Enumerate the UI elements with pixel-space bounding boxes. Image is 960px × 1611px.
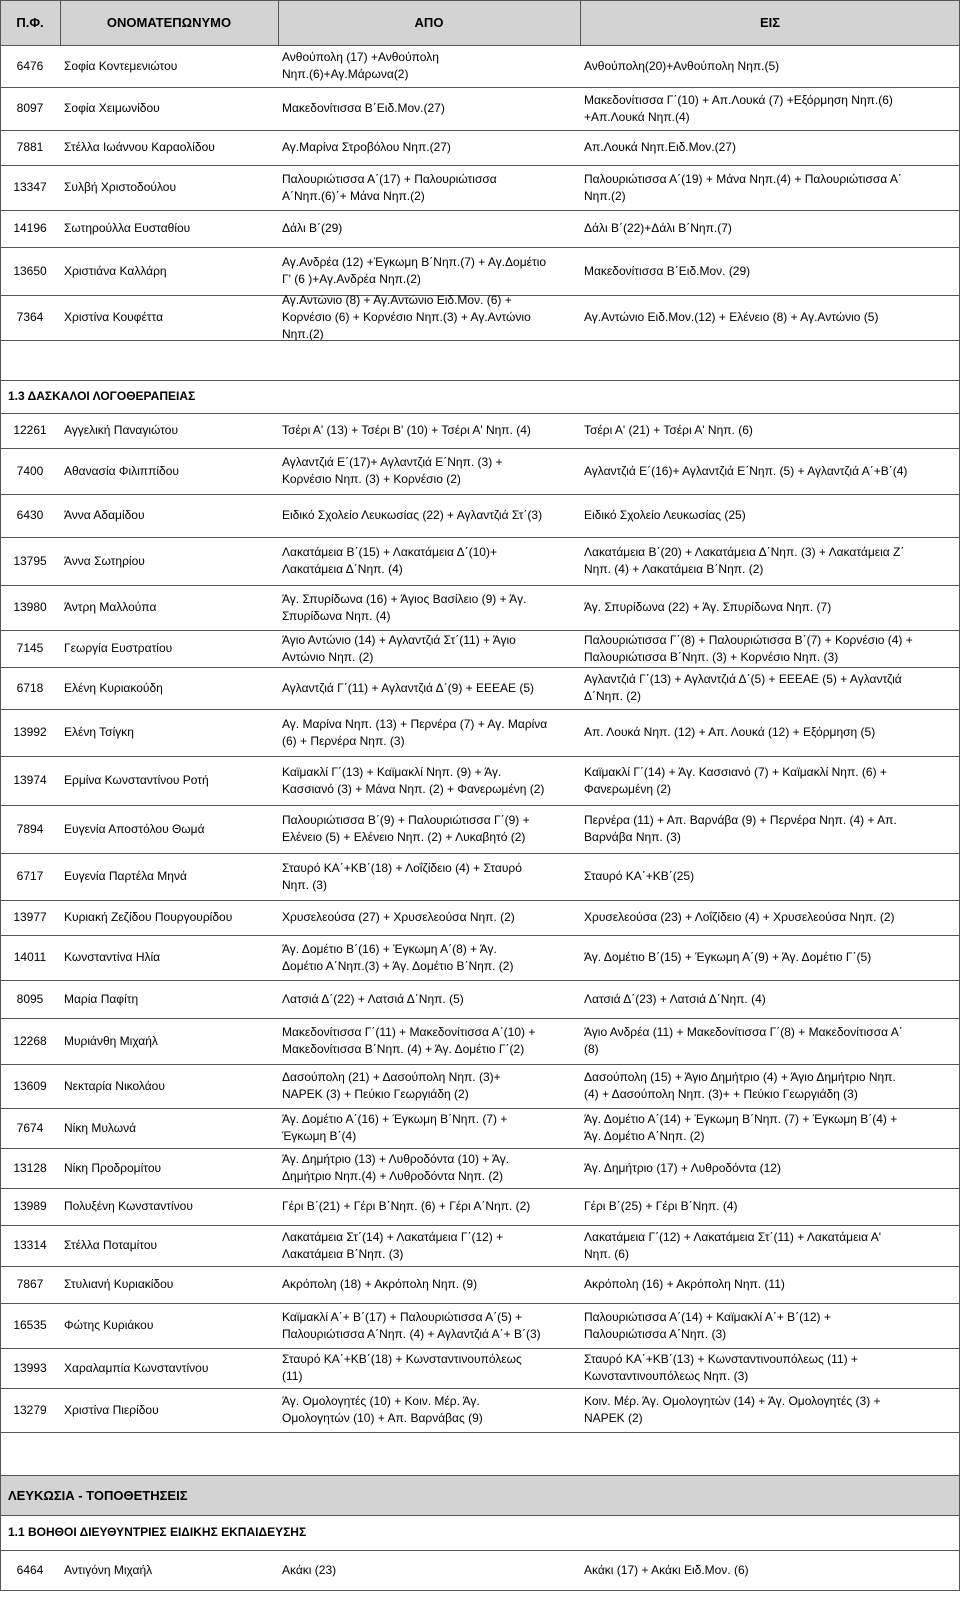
employee-id: 8097	[16, 101, 44, 115]
column-divider	[0, 1388, 1, 1432]
column-divider	[0, 667, 1, 709]
employee-name: Μυριάνθη Μιχαήλ	[64, 1033, 158, 1048]
employee-id: 6430	[16, 508, 44, 522]
section-title: 1.3 ΔΑΣΚΑΛΟΙ ΛΟΓΟΘΕΡΑΠΕΙΑΣ	[8, 389, 196, 403]
employee-id: 7881	[16, 140, 44, 154]
employee-id: 13992	[13, 725, 47, 739]
row-divider	[0, 1432, 960, 1433]
assignment-to: Απ.Λουκά Νηπ.Ειδ.Μον.(27)	[584, 140, 736, 154]
assignment-from: Λατσιά Δ΄(22) + Λατσιά Δ΄Νηπ. (5)	[282, 991, 464, 1006]
section-band-title: ΛΕΥΚΩΣΙΑ - ΤΟΠΟΘΕΤΗΣΕΙΣ	[8, 1487, 188, 1503]
employee-name: Μαρία Παφίτη	[64, 991, 139, 1006]
employee-name: Νίκη Προδρομίτου	[64, 1160, 162, 1175]
column-divider	[0, 980, 1, 1018]
column-divider	[0, 1348, 1, 1388]
employee-name: Σοφία Χειμωνίδου	[64, 101, 160, 115]
employee-name: Νίκη Μυλωνά	[64, 1120, 137, 1135]
assignment-to: Δασούπολη (15) + Άγιο Δημήτριο (4) + Άγιο Δημήτριο Νηπ. (4) + Δασούπολη Νηπ. (3)+ + Πεύκιο Γεωργιάδη (3)	[584, 1070, 896, 1101]
assignment-from: Παλουριώτισσα Β΄(9) + Παλουριώτισσα Γ΄(9) + Ελένειο (5) + Ελένειο Νηπ. (2) + Λυκαβητό (2)	[282, 813, 530, 844]
column-divider	[0, 1225, 1, 1266]
employee-name: Αγγελική Παναγιώτου	[64, 423, 179, 437]
employee-name: Χριστίνα Κουφέττα	[64, 310, 164, 324]
assignment-from: Λακατάμεια Β΄(15) + Λακατάμεια Δ΄(10)+ Λακατάμεια Δ΄Νηπ. (4)	[282, 545, 497, 576]
employee-name: Γεωργία Ευστρατίου	[64, 641, 173, 655]
assignment-from: Ανθούπολη (17) +Ανθούπολη Νηπ.(6)+Αγ.Μάρωνα(2)	[282, 50, 439, 81]
assignment-from: Δάλι Β΄(29)	[282, 221, 343, 235]
employee-id: 13314	[13, 1238, 47, 1252]
employee-name: Νεκταρία Νικολάου	[64, 1078, 165, 1093]
employee-id: 13974	[13, 773, 47, 787]
assignment-from: Ακρόπολη (18) + Ακρόπολη Νηπ. (9)	[282, 1277, 478, 1291]
assignment-from: Άγ. Δομέτιο Β΄(16) + Έγκωμη Α΄(8) + Άγ. Δομέτιο Α΄Νηπ.(3) + Άγ. Δομέτιο Β΄Νηπ. (2)	[282, 941, 514, 973]
assignment-from: Άγ. Δημήτριο (13) + Λυθροδόντα (10) + Άγ. Δημήτριο Νηπ.(4) + Λυθροδόντα Νηπ. (2)	[282, 1152, 510, 1183]
employee-id: 13980	[13, 600, 47, 614]
column-divider	[0, 380, 1, 413]
employee-id: 13347	[13, 180, 47, 194]
assignment-from: Μακεδονίτισσα Γ΄(11) + Μακεδονίτισσα Α΄(10) + Μακεδονίτισσα Β΄Νηπ. (4) + Άγ. Δομέτιο Γ΄(2)	[282, 1025, 536, 1056]
header-from: ΑΠΟ	[414, 15, 444, 30]
employee-name: Κωνσταντίνα Ηλία	[64, 950, 161, 964]
assignment-to: Ακρόπολη (16) + Ακρόπολη Νηπ. (11)	[584, 1277, 785, 1291]
column-divider	[0, 1188, 1, 1225]
assignment-from: Σταυρό ΚΑ΄+ΚΒ΄(18) + Λοΐζίδειο (4) + Σταυρό Νηπ. (3)	[282, 860, 522, 892]
assignment-to: Σταυρό ΚΑ΄+ΚΒ΄(25)	[584, 869, 695, 883]
column-divider	[0, 130, 1, 165]
assignment-from: Γέρι Β΄(21) + Γέρι Β΄Νηπ. (6) + Γέρι Α΄Νηπ. (2)	[282, 1199, 531, 1213]
employee-id: 12261	[13, 423, 47, 437]
column-divider	[0, 494, 1, 537]
assignment-from: Άγ. Σπυρίδωνα (16) + Άγιος Βασίλειο (9) + Άγ. Σπυρίδωνα Νηπ. (4)	[282, 591, 527, 623]
column-divider	[0, 630, 1, 667]
header-pf: Π.Φ.	[16, 15, 44, 30]
employee-name: Στυλιανή Κυριακίδου	[64, 1277, 174, 1291]
column-divider	[0, 0, 1, 45]
employee-name: Σωτηρούλλα Ευσταθίου	[64, 221, 191, 235]
assignment-to: Ανθούπολη(20)+Ανθούπολη Νηπ.(5)	[584, 58, 780, 73]
assignment-from: Άγ. Ομολογητές (10) + Κοιν. Μέρ. Άγ. Ομολογητών (10) + Απ. Βαρνάβας (9)	[282, 1394, 483, 1425]
column-divider	[0, 45, 1, 87]
assignment-to: Παλουριώτισσα Α΄(19) + Μάνα Νηπ.(4) + Παλουριώτισσα Α΄ Νηπ.(2)	[584, 171, 902, 203]
column-divider	[0, 448, 1, 494]
column-divider	[0, 210, 1, 247]
employee-id: 13279	[13, 1402, 47, 1417]
assignment-to: Μακεδονίτισσα Β΄Ειδ.Μον. (29)	[584, 263, 751, 278]
assignment-from: Χρυσελεούσα (27) + Χρυσελεούσα Νηπ. (2)	[282, 910, 515, 924]
column-divider	[0, 165, 1, 210]
assignment-from: Δασούπολη (21) + Δασούπολη Νηπ. (3)+ ΝΑΡΕΚ (3) + Πεύκιο Γεωργιάδη (2)	[282, 1070, 501, 1101]
assignment-to: Λατσιά Δ΄(23) + Λατσιά Δ΄Νηπ. (4)	[584, 991, 766, 1006]
column-divider	[0, 295, 1, 340]
column-divider	[0, 87, 1, 130]
column-divider	[0, 1108, 1, 1148]
column-divider	[0, 537, 1, 585]
column-divider	[0, 709, 1, 756]
column-divider	[0, 1018, 1, 1064]
assignment-to: Ειδικό Σχολείο Λευκωσίας (25)	[584, 508, 746, 522]
employee-id: 7145	[16, 641, 44, 655]
employee-id: 6476	[16, 58, 44, 73]
assignment-to: Άγιο Ανδρέα (11) + Μακεδονίτισσα Γ΄(8) + Μακεδονίτισσα Α΄ (8)	[584, 1025, 903, 1056]
employee-name: Φώτης Κυριάκου	[64, 1318, 154, 1332]
assignment-to: Δάλι Β΄(22)+Δάλι Β΄Νηπ.(7)	[584, 221, 732, 235]
column-divider	[278, 0, 279, 45]
assignment-to: Απ. Λουκά Νηπ. (12) + Απ. Λουκά (12) + Εξόρμηση (5)	[584, 725, 876, 739]
assignment-from: Παλουριώτισσα Α΄(17) + Παλουριώτισσα Α΄Νηπ.(6)΄+ Μάνα Νηπ.(2)	[282, 171, 497, 203]
assignment-from: Ακάκι (23)	[282, 1562, 337, 1577]
employee-id: 13795	[13, 553, 47, 568]
column-divider	[0, 1550, 1, 1590]
employee-id: 13609	[13, 1078, 47, 1093]
column-divider	[0, 1303, 1, 1348]
employee-name: Σοφία Κοντεμενιώτου	[64, 58, 178, 73]
employee-name: Αθανασία Φιλιππίδου	[64, 463, 179, 478]
assignment-to: Λακατάμεια Β΄(20) + Λακατάμεια Δ΄Νηπ. (3) + Λακατάμεια Ζ΄ Νηπ. (4) + Λακατάμεια Β΄Νηπ. (2)	[584, 545, 905, 576]
column-divider	[0, 1266, 1, 1303]
column-divider	[0, 585, 1, 630]
employee-id: 13128	[13, 1160, 47, 1175]
assignment-to: Περνέρα (11) + Απ. Βαρνάβα (9) + Περνέρα Νηπ. (4) + Απ. Βαρνάβα Νηπ. (3)	[584, 813, 897, 844]
assignment-from: Λακατάμεια Στ΄(14) + Λακατάμεια Γ΄(12) + Λακατάμεια Β΄Νηπ. (3)	[282, 1229, 504, 1261]
assignment-to: Μακεδονίτισσα Γ΄(10) + Απ.Λουκά (7) +Εξόρμηση Νηπ.(6) +Απ.Λουκά Νηπ.(4)	[584, 92, 893, 124]
assignment-from: Καϊμακλί Α΄+ Β΄(17) + Παλουριώτισσα Α΄(5) + Παλουριώτισσα Α΄Νηπ. (4) + Αγλαντζιά Α΄+ Β΄(3)	[282, 1309, 541, 1341]
employee-name: Ελένη Τσίγκη	[64, 725, 134, 739]
assignment-from: Σταυρό ΚΑ΄+ΚΒ΄(18) + Κωνσταντινουπόλεως (11)	[282, 1352, 522, 1383]
assignment-to: Τσέρι Α' (21) + Τσέρι Α' Νηπ. (6)	[584, 423, 753, 437]
employee-name: Αντιγόνη Μιχαήλ	[64, 1562, 153, 1577]
employee-name: Ευγενία Παρτέλα Μηνά	[64, 869, 187, 883]
employee-name: Στέλλα Ιωάννου Καραολίδου	[64, 140, 215, 154]
assignment-to: Σταυρό ΚΑ΄+ΚΒ΄(13) + Κωνσταντινουπόλεως (11) + Κωνσταντινουπόλεως Νηπ. (3)	[584, 1352, 858, 1383]
employee-name: Χριστίνα Πιερίδου	[64, 1402, 159, 1417]
assignment-to: Κοιν. Μέρ. Άγ. Ομολογητών (14) + Άγ. Ομολογητές (3) + ΝΑΡΕΚ (2)	[584, 1394, 881, 1425]
row-divider	[0, 340, 960, 341]
assignment-from: Μακεδονίτισσα Β΄Ειδ.Μον.(27)	[282, 101, 445, 115]
employee-id: 6717	[16, 869, 44, 883]
employee-id: 7894	[16, 821, 44, 836]
employee-id: 13993	[13, 1360, 47, 1375]
assignment-from: Τσέρι Α' (13) + Τσέρι Β' (10) + Τσέρι Α' Νηπ. (4)	[282, 423, 531, 437]
employee-name: Κυριακή Ζεζίδου Πουργουρίδου	[64, 910, 233, 924]
employee-id: 7400	[16, 463, 44, 478]
employee-id: 7867	[16, 1277, 44, 1291]
assignment-from: Άγιο Αντώνιο (14) + Αγλαντζιά Στ΄(11) + Άγιο Αντώνιο Νηπ. (2)	[282, 632, 516, 664]
column-divider	[0, 1475, 1, 1515]
column-divider	[0, 1432, 1, 1475]
employee-id: 8095	[16, 991, 44, 1006]
employee-id: 13989	[13, 1199, 47, 1213]
employee-id: 6718	[16, 680, 44, 695]
row-divider	[0, 1590, 960, 1591]
row-divider	[0, 0, 960, 1]
assignment-from: Άγ. Δομέτιο Α΄(16) + Έγκωμη Β΄Νηπ. (7) + Έγκωμη Β΄(4)	[282, 1112, 508, 1143]
column-divider	[0, 340, 1, 380]
assignment-to: Λακατάμεια Γ΄(12) + Λακατάμεια Στ΄(11) + Λακατάμεια Α' Νηπ. (6)	[584, 1229, 881, 1261]
column-divider	[0, 853, 1, 900]
employee-id: 14196	[13, 221, 47, 235]
employee-name: Πολυξένη Κωνσταντίνου	[64, 1199, 193, 1213]
assignment-from: Ειδικό Σχολείο Λευκωσίας (22) + Αγλαντζιά Στ΄(3)	[282, 508, 543, 522]
employee-name: Στέλλα Ποταμίτου	[64, 1238, 158, 1252]
assignment-to: Καϊμακλί Γ΄(14) + Άγ. Κασσιανό (7) + Καϊμακλί Νηπ. (6) + Φανερωμένη (2)	[584, 764, 887, 796]
assignment-to: Γέρι Β΄(25) + Γέρι Β΄Νηπ. (4)	[584, 1199, 738, 1213]
column-divider	[0, 756, 1, 805]
assignment-to: Αγλαντζιά Ε΄(16)+ Αγλαντζιά Ε΄Νηπ. (5) + Αγλαντζιά Α΄+Β΄(4)	[584, 463, 908, 478]
employee-id: 16535	[13, 1318, 47, 1332]
assignment-from: Αγ.Μαρίνα Στροβόλου Νηπ.(27)	[282, 140, 451, 154]
employee-name: Χριστιάνα Καλλάρη	[64, 263, 167, 278]
assignment-from: Αγ. Μαρίνα Νηπ. (13) + Περνέρα (7) + Αγ. Μαρίνα (6) + Περνέρα Νηπ. (3)	[282, 716, 548, 748]
assignment-to: Παλουριώτισσα Α΄(14) + Καϊμακλί Α΄+ Β΄(12) + Παλουριώτισσα Α΄Νηπ. (3)	[584, 1309, 831, 1341]
employee-id: 7674	[16, 1120, 44, 1135]
assignment-to: Αγ.Αντώνιο Ειδ.Μον.(12) + Ελένειο (8) + Αγ.Αντώνιο (5)	[584, 310, 879, 324]
employee-id: 12268	[13, 1033, 47, 1048]
column-divider	[0, 1064, 1, 1108]
employee-id: 14011	[13, 950, 47, 964]
employee-name: Ευγενία Αποστόλου Θωμά	[64, 821, 205, 836]
employee-name: Συλβή Χριστοδούλου	[64, 180, 177, 194]
assignment-from: Αγλαντζιά Γ΄(11) + Αγλαντζιά Δ΄(9) + ΕΕΕΑΕ (5)	[282, 680, 535, 695]
column-divider	[0, 1515, 1, 1550]
assignment-to: Άγ. Δομέτιο Β΄(15) + Έγκωμη Α΄(9) + Άγ. Δομέτιο Γ΄(5)	[584, 950, 872, 964]
assignment-to: Άγ. Δομέτιο Α΄(14) + Έγκωμη Β΄Νηπ. (7) + Έγκωμη Β΄(4) + Άγ. Δομέτιο Α΄Νηπ. (2)	[584, 1112, 898, 1143]
assignment-from: Αγ.Αντώνιο (8) + Αγ.Αντώνιο Ειδ.Μον. (6) + Κορνέσιο (6) + Κορνέσιο Νηπ.(3) + Αγ.Αντώνιο Νηπ.(2)	[282, 295, 531, 340]
employee-id: 6464	[16, 1562, 44, 1577]
employee-name: Άννα Σωτηρίου	[64, 553, 145, 568]
assignment-from: Αγλαντζιά Ε΄(17)+ Αγλαντζιά Ε΄Νηπ. (3) + Κορνέσιο Νηπ. (3) + Κορνέσιο (2)	[282, 455, 503, 486]
employee-name: Ελένη Κυριακούδη	[64, 680, 163, 695]
assignment-to: Αγλαντζιά Γ΄(13) + Αγλαντζιά Δ΄(5) + ΕΕΕΑΕ (5) + Αγλαντζιά Δ΄Νηπ. (2)	[584, 672, 902, 703]
assignment-to: Χρυσελεούσα (23) + Λοΐζίδειο (4) + Χρυσελεούσα Νηπ. (2)	[584, 910, 895, 924]
column-divider	[0, 805, 1, 853]
column-divider	[0, 1148, 1, 1188]
section-title: 1.1 ΒΟΗΘΟΙ ΔΙΕΥΘΥΝΤΡΙΕΣ ΕΙΔΙΚΗΣ ΕΚΠΑΙΔΕΥΣΗΣ	[8, 1525, 307, 1539]
header-name: ΟΝΟΜΑΤΕΠΩΝΥΜΟ	[106, 15, 232, 30]
assignment-to: Άγ. Σπυρίδωνα (22) + Άγ. Σπυρίδωνα Νηπ. (7)	[584, 600, 832, 614]
column-divider	[580, 0, 581, 45]
assignment-from: Καϊμακλί Γ΄(13) + Καϊμακλί Νηπ. (9) + Άγ. Κασσιανό (3) + Μάνα Νηπ. (2) + Φανερωμένη (2)	[282, 764, 545, 796]
employee-id: 7364	[16, 310, 44, 324]
assignment-to: Άγ. Δημήτριο (17) + Λυθροδόντα (12)	[584, 1160, 781, 1175]
employee-id: 13650	[13, 263, 47, 278]
assignment-to: Παλουριώτισσα Γ΄(8) + Παλουριώτισσα Β΄(7) + Κορνέσιο (4) + Παλουριώτισσα Β΄Νηπ. (3) + Κορνέσιο Νηπ. (3)	[584, 632, 913, 664]
header-to: ΕΙΣ	[759, 15, 781, 30]
employee-id: 13977	[13, 910, 47, 924]
employee-name: Άντρη Μαλλούπα	[64, 600, 157, 614]
column-divider	[0, 413, 1, 448]
employee-name: Χαραλαμπία Κωνσταντίνου	[64, 1360, 209, 1375]
column-divider	[0, 935, 1, 980]
column-divider	[60, 0, 61, 45]
employee-name: Ερμίνα Κωνσταντίνου Ροτή	[64, 773, 209, 787]
employee-name: Άννα Αδαμίδου	[64, 508, 145, 522]
assignment-from: Αγ.Ανδρέα (12) +Έγκωμη Β΄Νηπ.(7) + Αγ.Δομέτιο Γ' (6 )+Αγ.Ανδρέα Νηπ.(2)	[282, 255, 547, 286]
column-divider	[0, 900, 1, 935]
assignment-to: Ακάκι (17) + Ακάκι Ειδ.Μον. (6)	[584, 1562, 749, 1577]
column-divider	[0, 247, 1, 295]
